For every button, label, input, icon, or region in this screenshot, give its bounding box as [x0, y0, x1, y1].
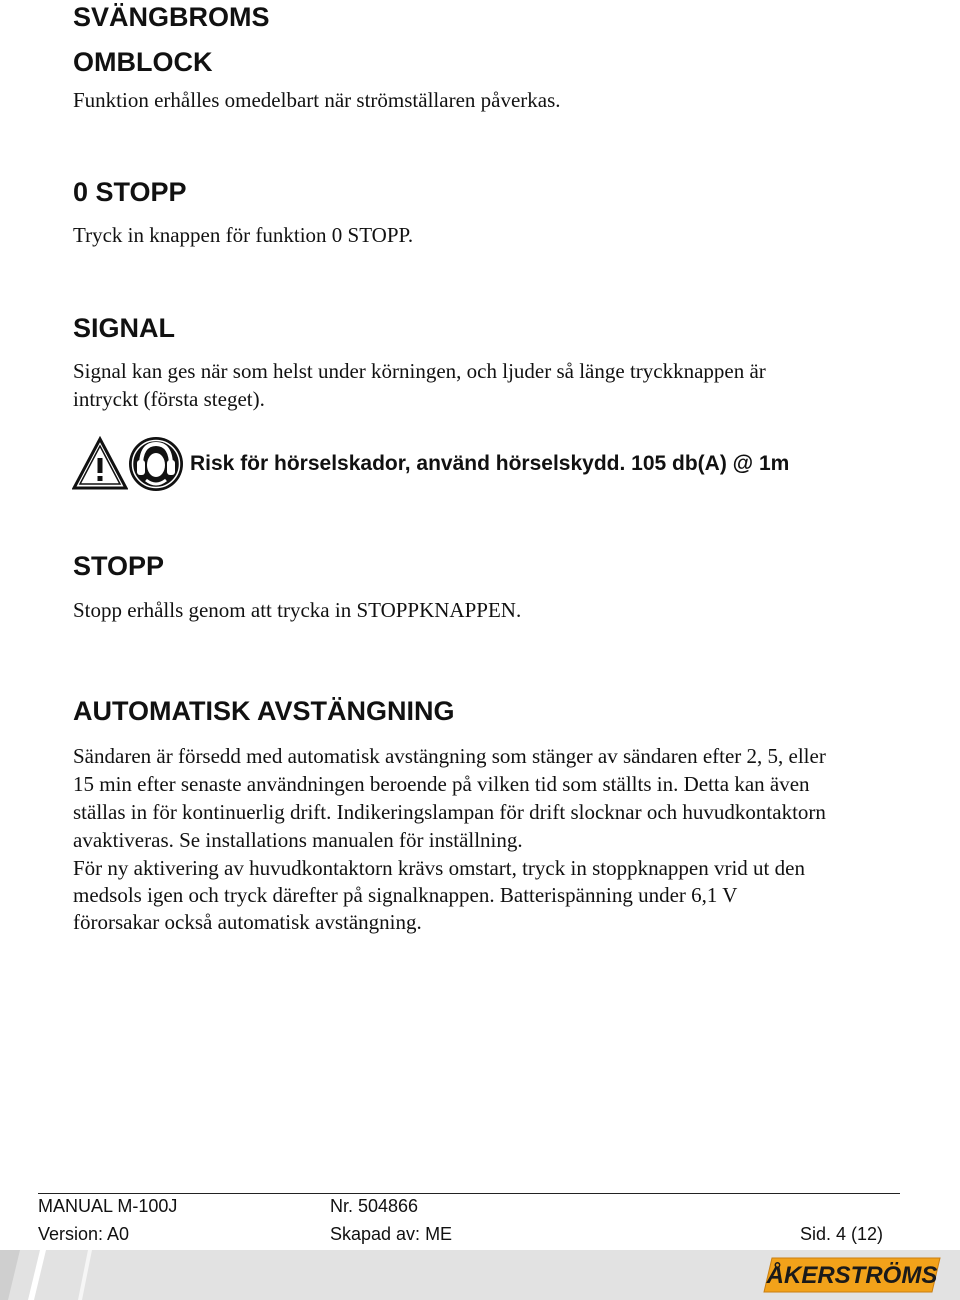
footer-page-number: Sid. 4 (12) — [800, 1224, 884, 1244]
akerstroms-logo — [764, 1258, 940, 1292]
footer-skapad: Skapad av: ME — [330, 1224, 453, 1244]
signal-text-line-1: Signal kan ges när som helst under körningen, och ljuder så länge tryckknappen är — [73, 359, 766, 383]
hearing-warning-text: Risk för hörselskador, använd hörselskydd. 105 db(A) @ 1m — [190, 452, 790, 475]
footer-band — [0, 1250, 960, 1300]
stopp0-text: Tryck in knappen för funktion 0 STOPP. — [73, 223, 414, 247]
footer-nr: Nr. 504866 — [330, 1196, 419, 1216]
heading-omblock: OMBLOCK — [73, 47, 213, 77]
warning-triangle-icon — [72, 436, 128, 492]
heading-signal: SIGNAL — [73, 313, 176, 343]
footer-version: Version: A0 — [38, 1224, 130, 1244]
footer-manual: MANUAL M-100J — [38, 1196, 178, 1216]
auto-text-line-4: avaktiveras. Se installations manualen för inställning. — [73, 828, 523, 852]
auto-text-line-3: ställas in för kontinuerlig drift. Indikeringslampan för drift slocknar och huvudkontaktorn — [73, 800, 826, 824]
auto-text-line-7: förorsakar också automatisk avstängning. — [73, 910, 422, 934]
auto-text-line-5: För ny aktivering av huvudkontaktorn krävs omstart, tryck in stoppknappen vrid ut den — [73, 856, 805, 880]
footer-divider — [38, 1193, 900, 1194]
heading-0-stopp: 0 STOPP — [73, 177, 187, 207]
omblock-text: Funktion erhålles omedelbart när strömställaren påverkas. — [73, 88, 561, 112]
heading-svangbroms: SVÄNGBROMS — [73, 2, 270, 32]
heading-stopp: STOPP — [73, 551, 165, 581]
auto-text-line-1: Sändaren är försedd med automatisk avstängning som stänger av sändaren efter 2, 5, eller — [73, 744, 826, 768]
stopp-text: Stopp erhålls genom att trycka in STOPPKNAPPEN. — [73, 598, 522, 622]
auto-text-line-2: 15 min efter senaste användningen beroende på vilken tid som ställts in. Detta kan även — [73, 772, 810, 796]
signal-text-line-2: intryckt (första steget). — [73, 387, 265, 411]
logo-text: ÅKERSTRÖMS — [766, 1262, 938, 1289]
ear-protection-icon — [128, 436, 184, 492]
auto-text-line-6: medsols igen och tryck därefter på signalknappen. Batterispänning under 6,1 V — [73, 883, 738, 907]
hearing-warning — [72, 436, 932, 496]
heading-automatisk-avstangning: AUTOMATISK AVSTÄNGNING — [73, 696, 455, 726]
